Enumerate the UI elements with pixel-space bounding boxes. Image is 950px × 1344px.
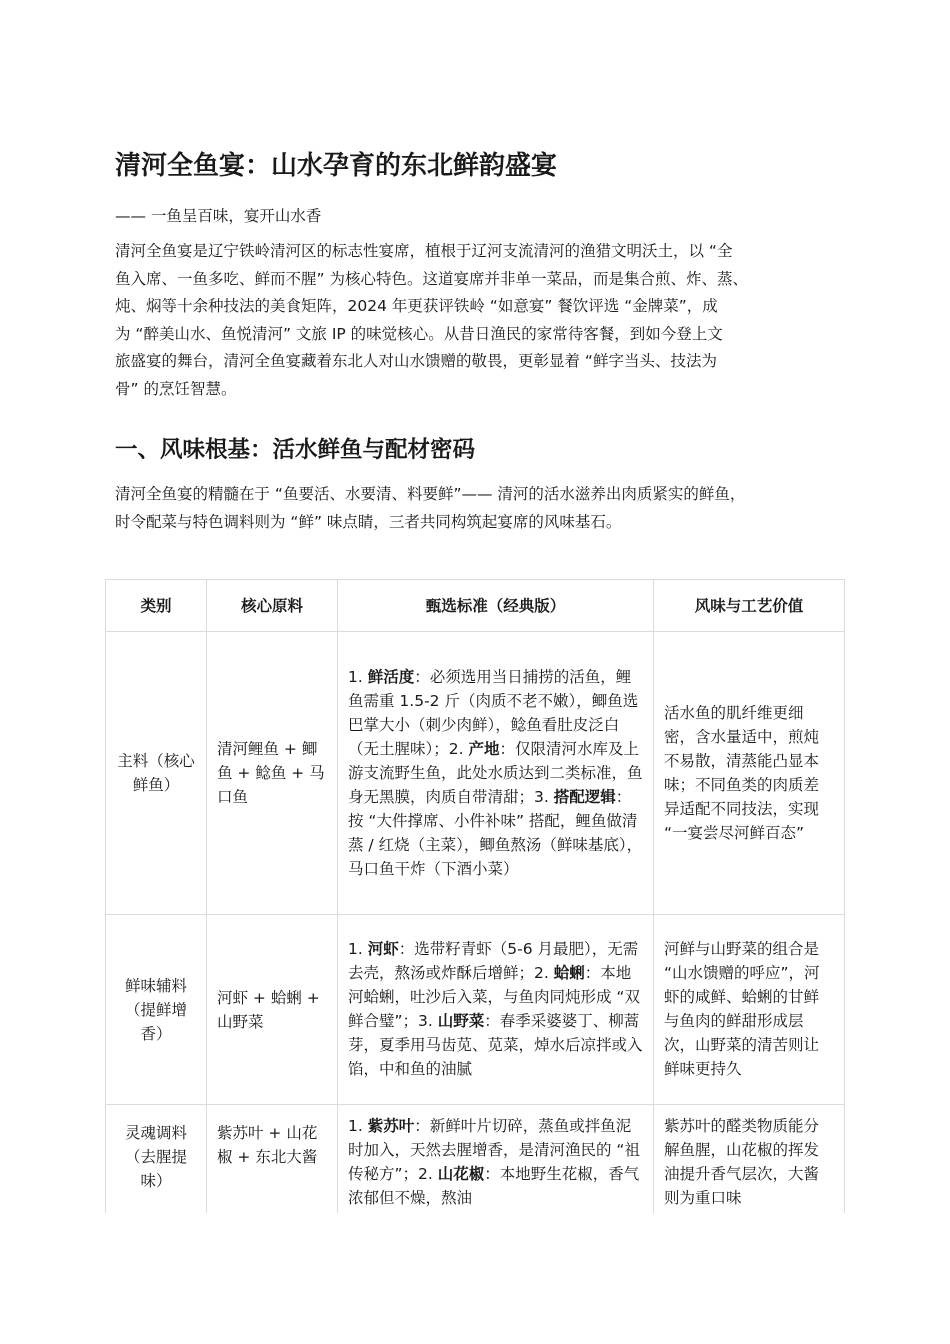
criteria-text: ：春季采婆婆丁、柳蒿芽，夏季用马齿苋、苋菜，焯水后凉拌或入馅，中和鱼的油腻 (348, 1012, 643, 1078)
category-cell: 鲜味辅料（提鲜增香） (106, 915, 207, 1105)
criteria-keyword: 产地 (468, 739, 500, 758)
table-row (106, 1105, 845, 1214)
criteria-text: ：仅限清河水库及上游支流野生鱼，此处水质达到二类标准，鱼身无黑膜，肉质自带清甜；3. (348, 739, 643, 806)
category-cell: 主料（核心鲜鱼） (106, 632, 207, 915)
table-header-row (106, 580, 845, 632)
table-row (106, 915, 845, 1105)
intro-line: 鱼入席、一鱼多吃、鲜而不腥” 为核心特色。这道宴席并非单一菜品，而是集合煎、炸、蒸、 (115, 269, 748, 288)
ingredients-table (105, 579, 845, 1213)
criteria-cell (338, 915, 654, 1105)
criteria-keyword: 鲜活度 (367, 667, 415, 686)
ingredients-cell: 清河鲤鱼 + 鲫鱼 + 鲶鱼 + 马口鱼 (207, 632, 338, 915)
criteria-text: ：新鲜叶片切碎，蒸鱼或拌鱼泥时加入，天然去腥增香，是清河渔民的 “祖传秘方”；2. (348, 1117, 640, 1183)
intro-line: 炖、焖等十余种技法的美食矩阵，2024 年更获评铁岭 “如意宴” 餐饮评选 “金牌菜”，成 (115, 297, 718, 315)
criteria-cell (338, 632, 654, 915)
page-title: 清河全鱼宴：山水孕育的东北鲜韵盛宴 (115, 151, 558, 181)
criteria-keyword: 蛤蜊 (553, 964, 585, 982)
criteria-keyword: 山野菜 (437, 1012, 485, 1030)
criteria-text: 1. (348, 667, 368, 686)
table-header-cell: 甄选标准（经典版） (338, 580, 654, 632)
criteria-text: 1. (348, 940, 368, 958)
criteria-text: ：必须选用当日捕捞的活鱼，鲤鱼需重 1.5-2 斤（肉质不老不嫩），鲫鱼选巴掌大小（刺少肉鲜），鲶鱼看肚皮泛白（无土腥味）；2. (348, 667, 639, 758)
category-cell: 灵魂调料（去腥提味） (106, 1105, 207, 1214)
table-header-cell: 核心原料 (207, 580, 338, 632)
ingredients-table-container (105, 579, 845, 1213)
ingredients-cell: 紫苏叶 + 山花椒 + 东北大酱 (207, 1105, 338, 1214)
criteria-text: ：按 “大件撑席、小件补味” 搭配，鲤鱼做清蒸 / 红烧（主菜），鲫鱼熬汤（鲜味基底），马口鱼干炸（下酒小菜） (348, 787, 643, 878)
section-intro-line: 时令配菜与特色调料则为 “鲜” 味点睛，三者共同构筑起宴席的风味基石。 (115, 512, 622, 531)
table-row (106, 632, 845, 915)
value-cell: 紫苏叶的醛类物质能分解鱼腥，山花椒的挥发油提升香气层次，大酱则为重口味 (654, 1105, 845, 1214)
intro-line: 为 “醉美山水、鱼悦清河” 文旅 IP 的味觉核心。从昔日渔民的家常待客餐，到如今登上文 (115, 324, 723, 343)
section-intro-line: 清河全鱼宴的精髓在于 “鱼要活、水要清、料要鲜”—— 清河的活水滋养出肉质紧实的鲜鱼， (115, 485, 746, 503)
value-cell: 河鲜与山野菜的组合是 “山水馈赠的呼应”，河虾的咸鲜、蛤蜊的甘鲜与鱼肉的鲜甜形成层次，山野菜的清苦则让鲜味更持久 (654, 915, 845, 1105)
intro-line: 清河全鱼宴是辽宁铁岭清河区的标志性宴席，植根于辽河支流清河的渔猎文明沃土，以 “全 (115, 242, 733, 260)
criteria-text: ：选带籽青虾（5-6 月最肥），无需去壳，熬汤或炸酥后增鲜；2. (348, 940, 639, 982)
ingredients-cell: 河虾 + 蛤蜊 + 山野菜 (207, 915, 338, 1105)
value-cell: 活水鱼的肌纤维更细密，含水量适中，煎炖不易散，清蒸能凸显本味；不同鱼类的肉质差异适配不同技法，实现 “一宴尝尽河鲜百态” (654, 632, 845, 915)
criteria-text: ：本地野生花椒，香气浓郁但不燥，熬油 (348, 1165, 640, 1207)
criteria-keyword: 河虾 (367, 940, 399, 958)
table-header-cell: 类别 (106, 580, 207, 632)
intro-line: 骨” 的烹饪智慧。 (115, 379, 237, 398)
criteria-text: ：本地河蛤蜊，吐沙后入菜，与鱼肉同炖形成 “双鲜合璧”；3. (348, 964, 640, 1030)
section-intro-paragraph (115, 481, 843, 536)
page-subtitle: —— 一鱼呈百味，宴开山水香 (115, 207, 322, 225)
intro-paragraph (115, 238, 843, 403)
criteria-keyword: 搭配逻辑 (553, 787, 616, 806)
table-header-cell: 风味与工艺价值 (654, 580, 845, 632)
criteria-keyword: 山花椒 (437, 1165, 485, 1183)
section-heading: 一、风味根基：活水鲜鱼与配材密码 (115, 437, 476, 463)
criteria-keyword: 紫苏叶 (367, 1117, 415, 1135)
criteria-text: 1. (348, 1117, 368, 1135)
criteria-cell (338, 1105, 654, 1214)
intro-line: 旅盛宴的舞台，清河全鱼宴藏着东北人对山水馈赠的敬畏，更彰显着 “鲜字当头、技法为 (115, 352, 717, 370)
